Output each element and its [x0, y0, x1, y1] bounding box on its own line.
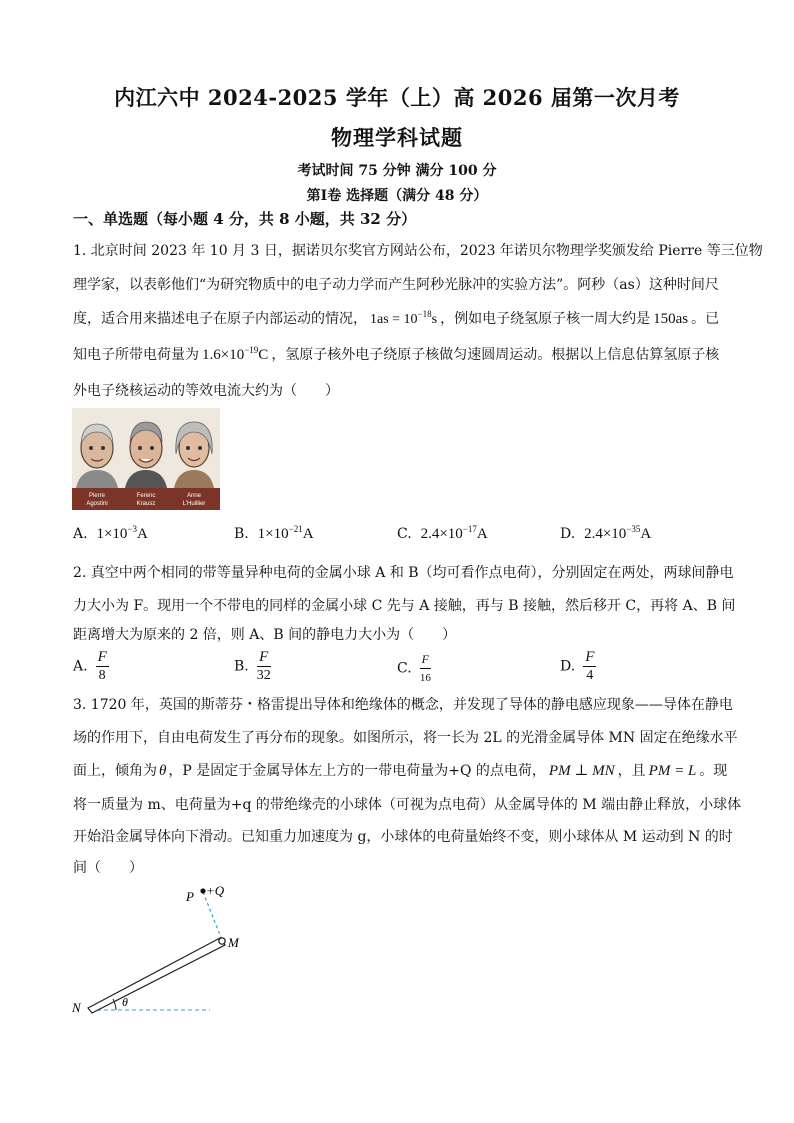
q3-line5: 开始沿金属导体向下滑动。已知重力加速度为 g，小球体的电荷量始终不变，则小球体从 M 运动到 N 的时	[73, 829, 733, 845]
q2-option-a[interactable]: A. $\frac{F}{8}$	[73, 649, 107, 683]
q3-line4: 将一质量为 m、电荷量为+q 的带绝缘壳的小球体（可视为点电荷）从金属导体的 M 端由静止释放，小球体	[73, 797, 742, 813]
q1-option-c[interactable]: C. $2.4\times 10^{-17}A$	[397, 524, 488, 542]
exam-subtitle: 物理学科试题	[331, 125, 463, 150]
point-charge-p	[200, 888, 205, 893]
q2-option-c[interactable]: C. $\frac{F}{16}$	[397, 652, 431, 684]
conductor-mn	[88, 938, 225, 1013]
section-title: 一、单选题（每小题 4 分，共 8 小题，共 32 分）	[73, 210, 417, 228]
portrait-lhuillier	[174, 422, 214, 488]
q1-line3: 度，适合用来描述电子在原子内部运动的情况， $1as = 10^{-18}s$ ，例如电子绕氢原子核一周大约是 150as 。已	[73, 309, 720, 327]
q1-period: 150as	[653, 311, 689, 327]
exam-info: 考试时间 75 分钟 满分 100 分	[297, 163, 497, 179]
q3-line2: 场的作用下，自由电荷发生了再分布的现象。如图所示，将一长为 2L 的光滑金属导体 MN 固定在绝缘水平	[73, 730, 738, 746]
q1-option-b[interactable]: B. $1\times 10^{-21}A$	[234, 524, 314, 542]
caption-lhuillier: L'Huillier	[182, 501, 206, 507]
q1-line1: 1. 北京时间 2023 年 10 月 3 日，据诺贝尔奖官方网站公布，2023 年诺贝尔物理学奖颁发给 Pierre 等三位物	[73, 243, 763, 259]
ball-at-m	[219, 938, 225, 944]
q2-line3: 距离增大为原来的 2 倍，则 A、B 间的静电力大小为（ ）	[73, 627, 457, 643]
q1-option-a[interactable]: A. $1\times 10^{-3}A$	[73, 524, 148, 542]
q1-electron-charge: $1.6\times 10^{-19}C$	[202, 345, 269, 363]
q2-line1: 2. 真空中两个相同的带等量异种电荷的金属小球 A 和 B（均可看作点电荷），分别固定在两处，两球间静电	[73, 565, 734, 581]
q2-option-d[interactable]: D. $\frac{F}{4}$	[560, 649, 595, 683]
nobel-laureates-photo	[72, 408, 220, 510]
caption-agostini: Agostini	[86, 501, 108, 507]
q3-figure	[70, 878, 270, 1018]
q3-line1: 3. 1720 年，英国的斯蒂芬・格雷提出导体和绝缘体的概念，并发现了导体的静电感应现象——导体在静电	[73, 697, 733, 713]
label-plus-q: +Q	[206, 883, 225, 898]
caption-pierre: Pierre	[88, 493, 106, 499]
part-title: 第Ⅰ卷 选择题（满分 48 分）	[306, 188, 488, 204]
label-n: N	[72, 1000, 81, 1015]
q1-line2: 理学家，以表彰他们“为研究物质中的电子动力学而产生阿秒光脉冲的实验方法”。阿秒（as）这种时间尺	[73, 277, 719, 293]
label-p: P	[186, 889, 194, 904]
q3-line3: 面上，倾角为 θ ，P 是固定于金属导体左上方的一带电荷量为+Q 的点电荷， PM ⊥ MN ，且 PM = L 。现	[73, 763, 728, 779]
caption-krausz: Krausz	[136, 501, 156, 507]
q1-line4: 知电子所带电荷量为 $1.6\times 10^{-19}C$ ，氢原子核外电子绕原子核做匀速圆周运动。根据以上信息估算氢原子核	[73, 345, 720, 363]
exam-title: 内江六中 2024-2025 学年（上）高 2026 届第一次月考	[114, 85, 680, 110]
label-theta: θ	[122, 995, 128, 1009]
caption-ferenc: Ferenc	[136, 493, 156, 499]
q3-line6: 间（ ）	[73, 860, 143, 876]
pm-dashed-line	[203, 892, 222, 940]
q1-option-d[interactable]: D. $2.4\times 10^{-35}A$	[560, 524, 652, 542]
label-m: M	[228, 935, 239, 950]
q2-option-b[interactable]: B. $\frac{F}{32}$	[234, 649, 271, 683]
caption-anne: Anne	[186, 493, 202, 499]
q1-attosecond-def: $1as = 10^{-18}s$	[370, 309, 438, 327]
q1-line5: 外电子绕核运动的等效电流大约为（ ）	[73, 383, 339, 399]
q2-line2: 力大小为 F。现用一个不带电的同样的金属小球 C 先与 A 接触，再与 B 接触，然后移开 C，再将 A、B 间	[73, 598, 736, 614]
